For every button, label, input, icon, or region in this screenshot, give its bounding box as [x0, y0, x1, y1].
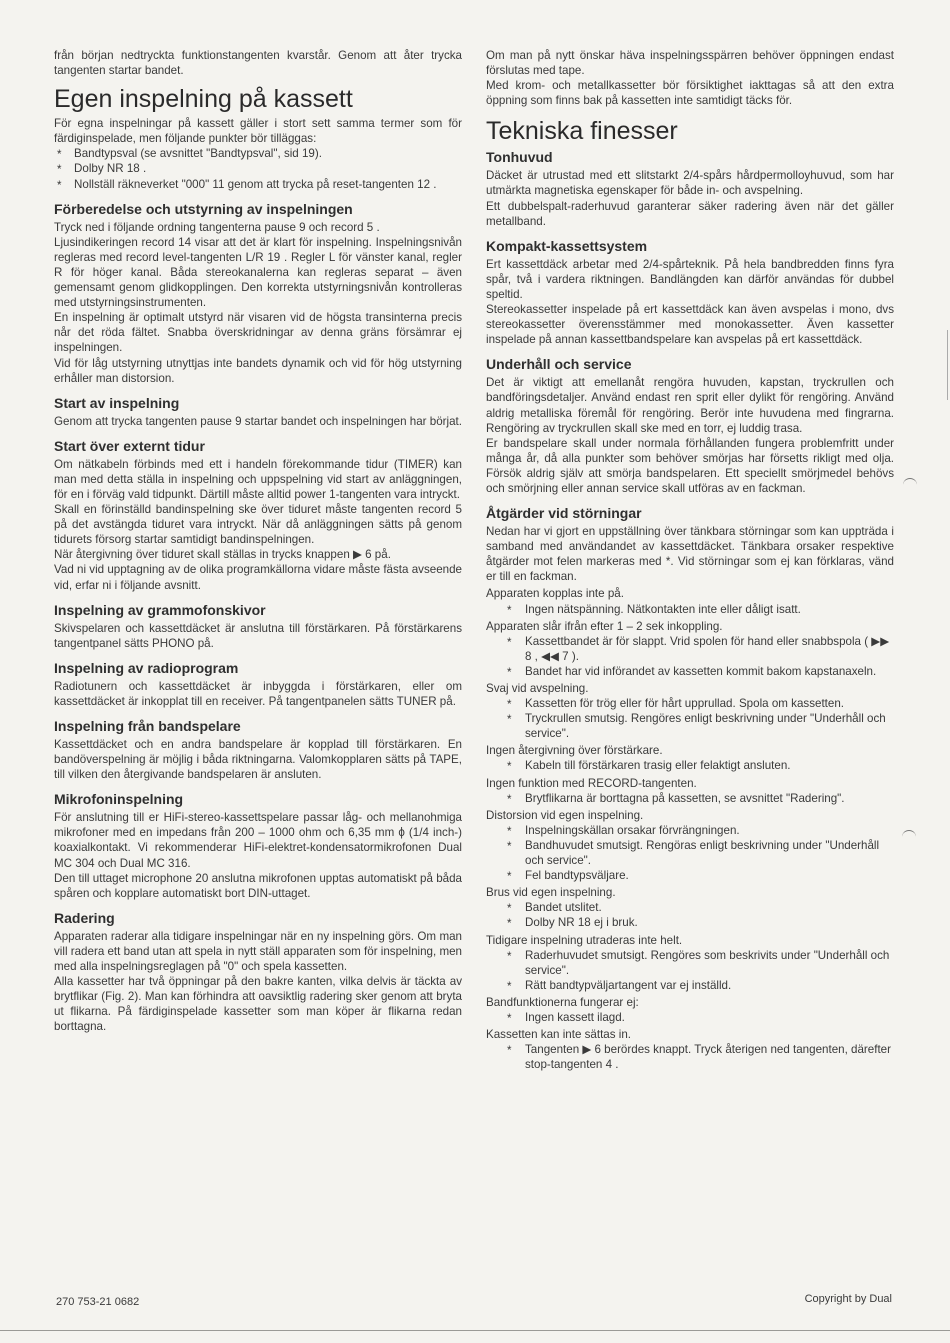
trouble-cause: * Ingen kassett ilagd.: [486, 1010, 894, 1025]
trouble-causes: [486, 634, 894, 679]
paragraph: Skall en förinställd bandinspelning ske över tiduret måste tangenten record 5 på det avstängda tiduret vara intryckt. När då anläggningen sätts på genom tidurets försorg startar samtidigt bandinspelningen.: [54, 503, 462, 547]
trouble-item: [486, 586, 894, 616]
section-erasing: [54, 909, 462, 1035]
trouble-item: [486, 776, 894, 806]
paragraph: Kassettdäcket och en andra bandspelare är kopplad till förstärkaren. En bandöverspelning är möjlig i båda riktningarna. Valomkopplaren sätts på TAPE, till vilken den återgivande bandspelaren är ansluten.: [54, 738, 462, 782]
trouble-item: [486, 808, 894, 883]
trouble-cause: * Ingen nätspänning. Nätkontakten inte eller dåligt isatt.: [486, 602, 894, 617]
paragraph: Däcket är utrustad med ett slitstarkt 2/4-spårs hårdpermolloyhuvud, som har utmärkta magnetiska egenskaper för både in- och avspelning.: [486, 169, 894, 198]
trouble-cause: * Brytflikarna är borttagna på kassetten, se avsnittet "Radering".: [486, 791, 894, 806]
trouble-causes: [486, 602, 894, 617]
paragraph: Nedan har vi gjort en uppställning över tänkbara störningar som kan uppträda i samband med användandet av kassettdäcket. Tänkbara orsaker respektive åtgärder mot felen markeras med *. Vid störningar som ej kan förklaras, vänd er till en fackman.: [486, 525, 894, 584]
section-tonehead: [486, 148, 894, 228]
trouble-item: [486, 743, 894, 773]
paragraph: Radiotunern och kassettdäcket är inbyggda i förstärkaren, eller om kassettdäcket är inkopplat till en receiver. På tangentpanelen sätts TUNER på.: [54, 679, 462, 708]
paragraph: Ert kassettdäck arbetar med 2/4-spårteknik. På hela bandbredden finns fyra spår, två i vardera riktningen. Bandlängden kan därför användas för dubbel speltid.: [486, 257, 894, 301]
trouble-condition: Ingen funktion med RECORD-tangenten.: [486, 776, 697, 790]
trouble-cause: * Rätt bandtypväljartangent var ej inställd.: [486, 978, 894, 993]
bullet-item: * Bandtypsval (se avsnittet "Bandtypsval", sid 19).: [54, 146, 462, 161]
trouble-cause: * Tangenten ▶ 6 berördes knappt. Tryck återigen ned tangenten, därefter stop-tangenten 4 .: [486, 1042, 894, 1072]
paragraph: Alla kassetter har två öppningar på den bakre kanten, vilka delvis är täckta av brytflikar (Fig. 2). Man kan förhindra att oavsiktlig radering sker genom att bryta ut flikarna. På färdiginspelade kassetter som man köper är flikarna redan borttagna.: [54, 975, 462, 1034]
section-external-timer: [54, 437, 462, 593]
trouble-condition: Ingen återgivning över förstärkare.: [486, 744, 663, 758]
paragraph: Er bandspelare skall under normala förhållanden fungera problemfritt under många år, då alla punkter som behöver smörjas har försetts rikligt med olja. Försök aldrig själv att smörja bandspelaren. Ett speciellt smörjmedel behövs och smörjning eller annan service skall utföras av en fackman.: [486, 436, 894, 495]
bullet-item: * Nollställ räkneverket "000" 11 genom att trycka på reset-tangenten 12 .: [54, 177, 462, 192]
section-heading: Mikrofoninspelning: [54, 791, 184, 808]
section-heading: Radering: [54, 909, 115, 926]
page-edge-line: [947, 330, 949, 400]
trouble-condition: Svaj vid avspelning.: [486, 682, 589, 695]
section-heading: Kompakt-kassettsystem: [486, 237, 648, 254]
trouble-item: [486, 885, 894, 930]
paragraph: Om man på nytt önskar häva inspelningsspärren behöver öppningen endast förslutas med tape.: [486, 49, 894, 78]
trouble-cause: * Kabeln till förstärkaren trasig eller felaktigt ansluten.: [486, 758, 894, 773]
section-heading: Åtgärder vid störningar: [486, 505, 642, 522]
paragraph: Med krom- och metallkassetter bör försiktighet iakttagas så att den extra öppning som finns bak på kassetten inte samtidigt täcks för.: [486, 79, 894, 108]
document-code: 270 753-21 0682: [56, 1296, 140, 1308]
copyright: Copyright by Dual: [804, 1293, 892, 1305]
trouble-condition: Apparaten slår ifrån efter 1 – 2 sek inkoppling.: [486, 619, 723, 633]
trouble-cause: * Fel bandtypsväljare.: [486, 868, 894, 883]
trouble-condition: Tidigare inspelning utraderas inte helt.: [486, 933, 683, 947]
section-heading: Underhåll och service: [486, 356, 632, 373]
section-heading: Start av inspelning: [54, 394, 180, 411]
bullet-item: * Dolby NR 18 .: [54, 161, 462, 176]
paragraph: Stereokassetter inspelade på ert kassettdäck kan även avspelas i mono, dvs stereokassetter överensstämmer med monokassetter. Även kassetter inspelade på annan kassettbandspelare kan avspelas på ert kassettdäck.: [486, 303, 894, 347]
section-heading: Inspelning av grammofonskivor: [54, 601, 266, 618]
trouble-condition: Brus vid egen inspelning.: [486, 886, 616, 900]
section-heading: Inspelning från bandspelare: [54, 718, 241, 734]
section-records: [54, 601, 462, 651]
section-heading: Inspelning av radioprogram: [54, 659, 239, 676]
paragraph: Ljusindikeringen record 14 visar att det är klart för inspelning. Inspelningsnivån regleras med record level-tangenten L/R 19 . Regler L för vänster kanal, regler R för höger kanal. Båda stereokanalerna kan regleras separat – även gemensamt genom glidkopplingen. Den korrekta utstyrningsnivån kontrolleras med utstyrningsinstrumenten.: [54, 235, 462, 310]
section-heading: Tonhuvud: [486, 149, 553, 166]
trouble-condition: Kassetten kan inte sättas in.: [486, 1028, 632, 1042]
paragraph: För anslutning till er HiFi-stereo-kassettspelare passar låg- och mellanohmiga mikrofoner med en impedans från 200 – 1000 ohm och 6,35 mm ϕ (1/4 inch-) koaxialkontakt. Vi rekommenderar HiFi-elektret-kondensatormikrofonen Dual MC 304 och Dual MC 316.: [54, 811, 462, 870]
section-heading: Förberedelse och utstyrning av inspelningen: [54, 200, 353, 217]
trouble-condition: Apparaten kopplas inte på.: [486, 587, 624, 601]
paragraph: Skivspelaren och kassettdäcket är anslutna till förstärkaren. På förstärkarens tangentpanel sätts PHONO på.: [54, 621, 462, 650]
section-preparation: [54, 200, 462, 386]
section-radio: [54, 659, 462, 709]
trouble-condition: Distorsion vid egen inspelning.: [486, 808, 644, 822]
trouble-cause: * Raderhuvudet smutsigt. Rengöres som beskrivits under "Underhåll och service".: [486, 948, 894, 978]
trouble-list: [486, 586, 894, 1072]
trouble-condition: Bandfunktionerna fungerar ej:: [486, 995, 639, 1009]
section-cassette-system: [486, 237, 894, 348]
section-start-recording: [54, 394, 462, 429]
paragraph: En inspelning är optimalt utstyrd när visaren vid de högsta transinterna precis når det röda fältet. Snabba överskridningar av denna gräns försämrar ej inspelningen.: [54, 311, 462, 355]
bottom-rule: [0, 1330, 950, 1331]
title-intro: För egna inspelningar på kassett gäller i stort sett samma termer som för färdiginspelade, men följande punkter bör tilläggas:: [54, 117, 462, 146]
paragraph: Vad ni vid upptagning av de olika programkällorna vidare måste fästa avseende vid, erfar ni i följande avsnitt.: [54, 563, 462, 592]
title-bullets: [54, 146, 462, 191]
trouble-cause: * Kassetten för trög eller för hårt upprullad. Spola om kassetten.: [486, 696, 894, 711]
paragraph: Genom att trycka tangenten pause 9 startar bandet och inspelningen har börjat.: [54, 414, 462, 428]
trouble-cause: * Bandhuvudet smutsigt. Rengöras enligt beskrivning under "Underhåll och service".: [486, 838, 894, 868]
paragraph: Ett dubbelspalt-raderhuvud garanterar säker radering även när det gäller metallband.: [486, 199, 894, 228]
section-maintenance: [486, 355, 894, 496]
trouble-causes: [486, 791, 894, 806]
paragraph: Apparaten raderar alla tidigare inspelningar när en ny inspelning görs. Om man vill radera ett band utan att spela in nytt ställ apparaten som för inspelning, men med alla inspelningsreglagen på "0" och spela kassetten.: [54, 929, 462, 974]
paragraph: Den till uttaget microphone 20 anslutna mikrofonen upptas automatiskt på båda spåren och kopplare automatiskt bort DIN-uttaget.: [54, 871, 462, 900]
trouble-causes: [486, 823, 894, 883]
trouble-causes: [486, 758, 894, 773]
trouble-cause: * Dolby NR 18 ej i bruk.: [486, 915, 894, 930]
section-title: Egen inspelning på kassett: [54, 85, 353, 114]
paragraph: Om nätkabeln förbinds med ett i handeln förekommande tidur (TIMER) kan man med detta ställa in inspelning och uppspelning vid start av anläggningen, för en i förväg vald tidpunkt. Därtill måste alltid power 1-tangenten vara intryckt.: [54, 457, 462, 501]
trouble-causes: [486, 1010, 894, 1025]
trouble-cause: * Kassettbandet är för slappt. Vrid spolen för hand eller snabbspola ( ▶▶ 8 , ◀◀ 7 ).: [486, 634, 894, 664]
section-title: Tekniska finesser: [486, 117, 678, 146]
trouble-cause: * Inspelningskällan orsakar förvrängningen.: [486, 823, 894, 838]
section-microphone: [54, 790, 462, 901]
trouble-item: [486, 995, 894, 1025]
intro-text: från början nedtryckta funktionstangenten kvarstår. Genom att åter trycka tangenten startar bandet.: [54, 49, 462, 78]
trouble-causes: [486, 948, 894, 993]
section-heading: Start över externt tidur: [54, 437, 205, 454]
trouble-cause: * Bandet utslitet.: [486, 900, 894, 915]
trouble-cause: * Tryckrullen smutsig. Rengöres enligt beskrivning under "Underhåll och service".: [486, 711, 894, 741]
section-troubleshooting: [486, 504, 894, 1072]
right-column: [486, 48, 894, 1074]
trouble-cause: * Bandet har vid införandet av kassetten kommit bakom kapstanaxeln.: [486, 664, 894, 679]
paragraph: Vid för låg utstyrning utnyttjas inte bandets dynamik och vid för hög utstyrning erhåller man distorsion.: [54, 356, 462, 385]
trouble-item: [486, 1027, 894, 1072]
left-column: [54, 48, 462, 1035]
section-tape: [54, 717, 462, 782]
trouble-causes: [486, 1042, 894, 1072]
trouble-causes: [486, 696, 894, 741]
trouble-item: [486, 933, 894, 993]
paragraph: Tryck ned i följande ordning tangenterna pause 9 och record 5 .: [54, 220, 380, 234]
margin-mark: [903, 478, 917, 485]
paragraph: När återgivning över tiduret skall ställas in trycks knappen ▶ 6 på.: [54, 548, 391, 562]
trouble-causes: [486, 900, 894, 930]
margin-mark: [902, 830, 916, 837]
paragraph: Det är viktigt att emellanåt rengöra huvuden, kapstan, tryckrullen och bandföringsdetaljer. Använd endast ren sprit eller dylikt för rengöring. Använd aldrig metalliska föremål för rengöring. Berör inte huvudena med fingrarna. Rengöring av tryckrullen skall ske med en torr, ej luddig trasa.: [486, 376, 894, 435]
trouble-item: [486, 681, 894, 741]
trouble-item: [486, 619, 894, 679]
